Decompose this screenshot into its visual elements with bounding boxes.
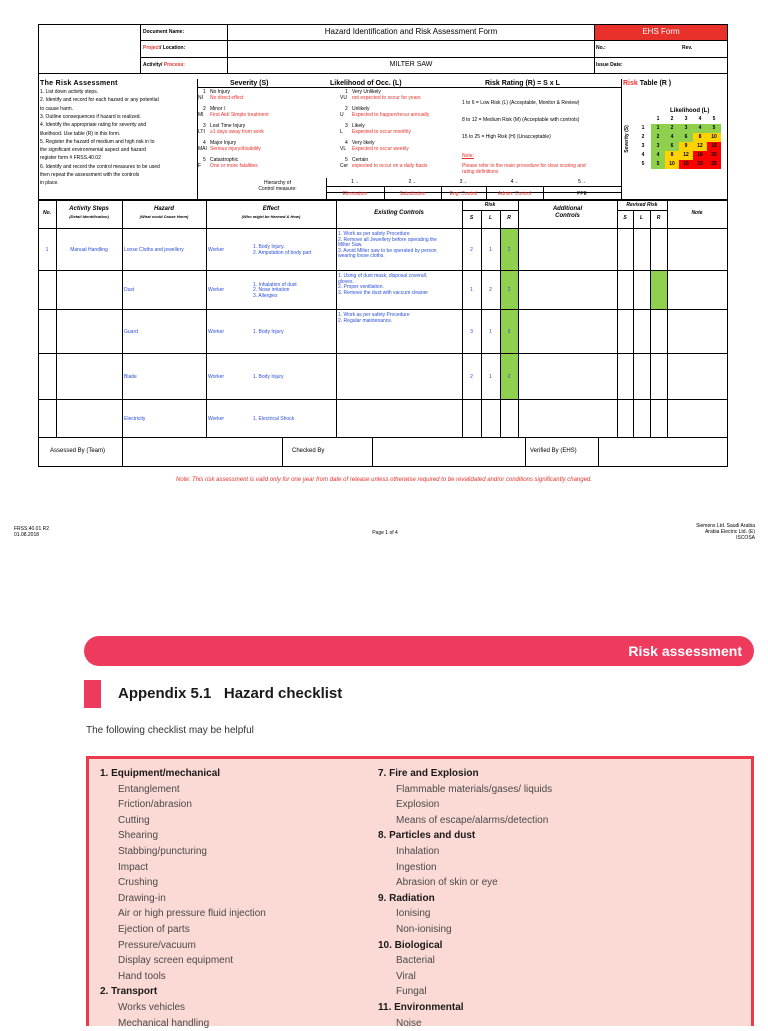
risk-matrix-cell: 10 bbox=[665, 160, 679, 169]
row-effect: 1. Body Injury bbox=[253, 329, 284, 335]
risk-assessment-step: 5. Register the hazard of medium and high risk in to bbox=[40, 139, 155, 145]
likelihood-abbr: VL bbox=[340, 146, 346, 152]
likelihood-abbr: Cer bbox=[340, 163, 348, 169]
row-control: wearing loose cloths. bbox=[338, 253, 385, 259]
checklist-item: Pressure/vacuum bbox=[100, 938, 266, 954]
likelihood-desc: Expected to occur weekly bbox=[352, 146, 409, 152]
likelihood-desc: expected to occur on a daily basis bbox=[352, 163, 427, 169]
likelihood-code: 1 bbox=[345, 89, 348, 95]
checklist-item: Noise bbox=[378, 1016, 552, 1031]
checklist-item: Ejection of parts bbox=[100, 922, 266, 938]
risk-assessment-step: likelihood. Use table (R) in this form. bbox=[40, 131, 120, 137]
risk-matrix-cell: 9 bbox=[679, 142, 693, 151]
hierarchy-number: 5→ bbox=[543, 179, 621, 186]
checklist-item: Fungal bbox=[378, 984, 552, 1000]
risk-assessment-step: register form # FRSS.40.02 bbox=[40, 155, 101, 161]
appendix-title: Appendix 5.1 Hazard checklist bbox=[118, 684, 342, 704]
risk-assessment-step: 1. List down activity steps. bbox=[40, 89, 98, 95]
risk-matrix-cell: 1 bbox=[651, 124, 665, 133]
hierarchy-number: 4→ bbox=[486, 179, 543, 186]
header-hazard: Hazard (What could Cause Harm) bbox=[122, 206, 206, 221]
checklist-item: Air or high pressure fluid injection bbox=[100, 906, 266, 922]
risk-matrix-cell: 4 bbox=[693, 124, 707, 133]
checklist-heading: 11. Environmental bbox=[378, 1000, 552, 1016]
checklist-item: Drawing-in bbox=[100, 891, 266, 907]
likelihood-code: 3 bbox=[345, 123, 348, 129]
row-control: 3. Avoid Milter saw to be operated by person bbox=[338, 248, 437, 254]
header-risk-r: R bbox=[500, 215, 518, 222]
checklist-left-column bbox=[100, 766, 266, 1031]
risk-assessment-step: 4. Identify the appropriate rating for severity and bbox=[40, 122, 146, 128]
risk-matrix-row-header: 2 bbox=[636, 133, 650, 142]
risk-matrix-cell: 8 bbox=[693, 133, 707, 142]
hierarchy-number: 3→ bbox=[441, 179, 486, 186]
hierarchy-item: Eng. Control bbox=[441, 191, 486, 198]
risk-matrix-row-header: 3 bbox=[636, 142, 650, 151]
checklist-item: Display screen equipment bbox=[100, 953, 266, 969]
severity-abbr: MI bbox=[198, 112, 204, 118]
row-risk-s: 3 bbox=[462, 329, 481, 336]
row-control: 2. Remove all Jewellery before operating the bbox=[338, 237, 437, 243]
header-revised-s: S bbox=[617, 215, 633, 222]
verified-by-label: Verified By (EHS) bbox=[530, 448, 577, 454]
checklist-heading: 10. Biological bbox=[378, 938, 552, 954]
risk-matrix-col-header: 3 bbox=[679, 115, 693, 124]
risk-matrix-cell: 6 bbox=[679, 133, 693, 142]
header-revised-l: L bbox=[633, 215, 650, 222]
risk-rating-medium: 8 to 12 = Medium Risk (M) (Acceptable with controls) bbox=[462, 117, 579, 123]
document-name-label: Document Name: bbox=[143, 29, 184, 35]
row-risk-s: 2 bbox=[462, 247, 481, 254]
checklist-item: Ionising bbox=[378, 906, 552, 922]
row-number: 1 bbox=[38, 247, 56, 254]
row-risk-l: 1 bbox=[481, 329, 500, 336]
header-risk: Risk bbox=[462, 202, 518, 209]
assessed-by-label: Assessed By (Team) bbox=[50, 448, 105, 454]
row-who: Worker bbox=[208, 374, 224, 380]
row-who: Worker bbox=[208, 416, 224, 422]
severity-label: Minor / bbox=[210, 106, 225, 112]
severity-code: 2 bbox=[203, 106, 206, 112]
header-risk-l: L bbox=[481, 215, 500, 222]
risk-rating-high: 15 to 25 = High Risk (H) (Unacceptable) bbox=[462, 134, 551, 140]
row-effect: 2. Nose irritation bbox=[253, 287, 289, 293]
severity-abbr: MAI bbox=[198, 146, 207, 152]
row-hazard: Blade bbox=[124, 374, 137, 380]
risk-matrix-cell: 20 bbox=[707, 151, 721, 160]
risk-rating-note-line2: rating definitions bbox=[462, 169, 498, 175]
checklist-heading: 9. Radiation bbox=[378, 891, 552, 907]
row-control: 2. Regular maintenance. bbox=[338, 318, 392, 324]
checklist-item: Friction/abrasion bbox=[100, 797, 266, 813]
risk-assessment-step: the significant environmental aspect and hazard bbox=[40, 147, 146, 153]
severity-label: Lost Time Injury bbox=[210, 123, 245, 129]
severity-desc: ≥1 days away from work bbox=[210, 129, 264, 135]
row-who: Worker bbox=[208, 287, 224, 293]
no-label: No.: bbox=[596, 45, 606, 51]
checklist-heading: 2. Transport bbox=[100, 984, 266, 1000]
row-who: Worker bbox=[208, 329, 224, 335]
risk-matrix-cell: 4 bbox=[665, 133, 679, 142]
risk-rating-note-title: Note: bbox=[462, 153, 474, 159]
checklist-item: Hand tools bbox=[100, 969, 266, 985]
row-activity: Manual Handling bbox=[56, 247, 122, 254]
activity-value: MILTER SAW bbox=[228, 60, 594, 69]
risk-matrix-row-header: 4 bbox=[636, 151, 650, 160]
risk-assessment-step: in place. bbox=[40, 180, 59, 186]
risk-matrix-cell: 15 bbox=[707, 142, 721, 151]
issue-date-label: Issue Date: bbox=[596, 62, 623, 68]
likelihood-abbr: VU bbox=[340, 95, 347, 101]
risk-matrix-cell: 15 bbox=[679, 160, 693, 169]
checked-by-label: Checked By bbox=[292, 448, 324, 454]
risk-assessment-step: 6. Identify and record the control measures to be used bbox=[40, 164, 160, 170]
risk-matrix-cell: 12 bbox=[693, 142, 707, 151]
row-risk-r: 2 bbox=[500, 247, 518, 254]
hierarchy-label: Hierarchy of Control measure: bbox=[240, 180, 315, 192]
likelihood-abbr: L bbox=[340, 129, 343, 135]
row-control: 3. Remove the dust with vaccum cleaner bbox=[338, 290, 428, 296]
row-hazard: Loose Cloths and jewellery bbox=[124, 247, 184, 253]
severity-desc: Serious injury/disability bbox=[210, 146, 261, 152]
row-risk-r: 3 bbox=[500, 329, 518, 336]
checklist-item: Explosion bbox=[378, 797, 552, 813]
row-control: 1. Work as per safety Procedure bbox=[338, 312, 410, 318]
footer-page: Page 1 of 4 bbox=[350, 530, 420, 536]
risk-matrix-cell: 4 bbox=[651, 151, 665, 160]
checklist-item: Crushing bbox=[100, 875, 266, 891]
hierarchy-item: Substitution bbox=[384, 191, 441, 198]
checklist-item: Impact bbox=[100, 860, 266, 876]
row-hazard: Guard bbox=[124, 329, 138, 335]
checklist-item: Viral bbox=[378, 969, 552, 985]
risk-matrix-cell: 3 bbox=[651, 142, 665, 151]
likelihood-label: Very Unlikely bbox=[352, 89, 381, 95]
severity-abbr: F bbox=[198, 163, 201, 169]
row-risk-l: 1 bbox=[481, 374, 500, 381]
risk-matrix-row-header: 1 bbox=[636, 124, 650, 133]
row-effect: 1. Body Injury. bbox=[253, 244, 285, 250]
severity-title: Severity (S) bbox=[230, 80, 269, 88]
severity-code: 1 bbox=[203, 89, 206, 95]
severity-label: Catastrophic bbox=[210, 157, 238, 163]
risk-matrix-cell: 8 bbox=[665, 151, 679, 160]
header-risk-s: S bbox=[462, 215, 481, 222]
severity-code: 5 bbox=[203, 157, 206, 163]
checklist-item: Abrasion of skin or eye bbox=[378, 875, 552, 891]
row-risk-s: 2 bbox=[462, 374, 481, 381]
activity-process-label: Activity/ Process: bbox=[143, 62, 185, 68]
header-revised-risk: Revised Risk bbox=[617, 202, 667, 209]
row-control: gloves. bbox=[338, 279, 354, 285]
checklist-item: Flammable materials/gases/ liquids bbox=[378, 782, 552, 798]
header-no: No. bbox=[38, 210, 56, 217]
row-risk-s: 1 bbox=[462, 287, 481, 294]
banner-title: Risk assessment bbox=[520, 642, 742, 660]
row-who: Worker bbox=[208, 247, 224, 253]
checklist-right-column bbox=[378, 766, 552, 1031]
footer-left: FRSS.40.01 R2 01.08.2018 bbox=[14, 526, 49, 538]
severity-label: No Injury bbox=[210, 89, 230, 95]
risk-assessment-title: The Risk Assessment bbox=[40, 80, 118, 88]
row-control: 1. Using of dust mask, disposal coverall, bbox=[338, 273, 427, 279]
checklist-item: Works vehicles bbox=[100, 1000, 266, 1016]
risk-assessment-step: then repeat the assessment with the controls bbox=[40, 172, 139, 178]
checklist-item: Entanglement bbox=[100, 782, 266, 798]
risk-matrix-cell: 6 bbox=[665, 142, 679, 151]
risk-assessment-step: to cause harm. bbox=[40, 106, 73, 112]
header-activity: Activity Steps (Detail Identification) bbox=[56, 206, 122, 221]
risk-matrix-col-header: 2 bbox=[665, 115, 679, 124]
risk-matrix-cell: 25 bbox=[707, 160, 721, 169]
severity-axis-label: Severity (S) bbox=[624, 125, 630, 153]
checklist-heading: 7. Fire and Explosion bbox=[378, 766, 552, 782]
checklist-item: Stabbing/puncturing bbox=[100, 844, 266, 860]
risk-matrix-cell: 5 bbox=[707, 124, 721, 133]
hierarchy-number: 1→ bbox=[326, 179, 384, 186]
risk-matrix-row-header: 5 bbox=[636, 160, 650, 169]
checklist-item: Inhalation bbox=[378, 844, 552, 860]
severity-desc: No direct effect bbox=[210, 95, 244, 101]
row-control: Milter Saw. bbox=[338, 242, 362, 248]
risk-rating-note-line1: Please refer to the main procedure for clear scoring and bbox=[462, 163, 586, 169]
likelihood-axis-label: Likelihood (L) bbox=[670, 108, 709, 114]
header-additional-controls: Additional Controls bbox=[518, 206, 617, 220]
header-existing-controls: Existing Controls bbox=[336, 210, 462, 217]
row-effect: 1. Body Injury bbox=[253, 374, 284, 380]
checklist-item: Bacterial bbox=[378, 953, 552, 969]
risk-matrix-col-header: 5 bbox=[707, 115, 721, 124]
likelihood-code: 5 bbox=[345, 157, 348, 163]
checklist-item: Means of escape/alarms/detection bbox=[378, 813, 552, 829]
severity-desc: One or more fatalities bbox=[210, 163, 258, 169]
risk-assessment-step: 2. Identify and record for each hazard or any potential bbox=[40, 97, 159, 103]
risk-rating-title: Risk Rating (R) = S x L bbox=[485, 80, 560, 88]
hierarchy-item: Admin. Control bbox=[486, 191, 543, 198]
severity-code: 3 bbox=[203, 123, 206, 129]
severity-desc: First Aid/ Simple treatment bbox=[210, 112, 269, 118]
validity-note: Note: This risk assessment is valid only for one year from date of release unless otherwise required to be revalidated and/or conditions significantly changed. bbox=[0, 477, 768, 483]
likelihood-desc: Expected to happen/recur annually bbox=[352, 112, 429, 118]
severity-label: Major Injury bbox=[210, 140, 236, 146]
row-risk-r: 2 bbox=[500, 287, 518, 294]
row-control: 1. Work as per safety Procedure bbox=[338, 231, 410, 237]
row-hazard: Dust bbox=[124, 287, 134, 293]
appendix-marker bbox=[84, 680, 101, 708]
risk-matrix-col-header: 1 bbox=[651, 115, 665, 124]
checklist-item: Non-ionising bbox=[378, 922, 552, 938]
risk-assessment-step: 3. Outline consequences if hazard is realized. bbox=[40, 114, 141, 120]
likelihood-title: Likelihood of Occ. (L) bbox=[330, 80, 402, 88]
row-hazard: Electricity bbox=[124, 416, 145, 422]
row-risk-r: 2 bbox=[500, 374, 518, 381]
risk-matrix-cell: 2 bbox=[665, 124, 679, 133]
likelihood-abbr: U bbox=[340, 112, 344, 118]
document-name-value: Hazard Identification and Risk Assessment Form bbox=[228, 27, 594, 37]
risk-matrix-cell: 2 bbox=[651, 133, 665, 142]
row-effect: 2. Amputation of body part bbox=[253, 250, 311, 256]
severity-abbr: NI bbox=[198, 95, 203, 101]
likelihood-code: 2 bbox=[345, 106, 348, 112]
severity-abbr: LTI bbox=[198, 129, 205, 135]
risk-matrix-cell: 5 bbox=[651, 160, 665, 169]
footer-right: Siemens Ltd. Saudi Arabia Arabia Electric Ltd. (E) ISCOSA bbox=[600, 523, 755, 541]
checklist-item: Cutting bbox=[100, 813, 266, 829]
checklist-heading: 1. Equipment/mechanical bbox=[100, 766, 266, 782]
checklist-item: Mechanical handling bbox=[100, 1016, 266, 1031]
checklist-intro: The following checklist may be helpful bbox=[86, 724, 254, 738]
risk-matrix-cell: 3 bbox=[679, 124, 693, 133]
header-note: Note bbox=[667, 210, 727, 217]
row-effect: 1. Inhalation of dust bbox=[253, 282, 297, 288]
likelihood-label: Unlikely bbox=[352, 106, 370, 112]
row-risk-l: 2 bbox=[481, 287, 500, 294]
likelihood-desc: not expected to occur for years bbox=[352, 95, 421, 101]
checklist-heading: 8. Particles and dust bbox=[378, 828, 552, 844]
risk-table-title: Risk Table (R ) bbox=[623, 80, 671, 88]
risk-rating-low: 1 to 6 = Low Risk (L) (Acceptable, Monitor & Review) bbox=[462, 100, 579, 106]
rev-label: Rev. bbox=[682, 45, 692, 51]
hierarchy-number: 2→ bbox=[384, 179, 441, 186]
revised-risk-cell-green bbox=[651, 271, 667, 309]
risk-matrix-col-header: 4 bbox=[693, 115, 707, 124]
row-control: 2. Proper ventilation. bbox=[338, 284, 384, 290]
ehs-form-label: EHS Form bbox=[595, 27, 727, 37]
header-effect: Effect (Who might be Harmed & How) bbox=[206, 206, 336, 221]
likelihood-code: 4 bbox=[345, 140, 348, 146]
project-location-label: Project/ Location: bbox=[143, 45, 185, 51]
severity-code: 4 bbox=[203, 140, 206, 146]
likelihood-desc: Expected to occur monthly bbox=[352, 129, 411, 135]
likelihood-label: Likely bbox=[352, 123, 365, 129]
row-effect: 3. Allergies bbox=[253, 293, 277, 299]
likelihood-label: Certain bbox=[352, 157, 368, 163]
row-risk-l: 1 bbox=[481, 247, 500, 254]
checklist-item: Ingestion bbox=[378, 860, 552, 876]
risk-matrix-cell: 16 bbox=[693, 151, 707, 160]
risk-matrix-cell: 10 bbox=[707, 133, 721, 142]
header-revised-r: R bbox=[650, 215, 667, 222]
risk-matrix-cell: 20 bbox=[693, 160, 707, 169]
hierarchy-item: PPE bbox=[543, 191, 621, 198]
risk-matrix-cell: 12 bbox=[679, 151, 693, 160]
checklist-item: Shearing bbox=[100, 828, 266, 844]
row-effect: 1. Electrical Shock bbox=[253, 416, 294, 422]
hierarchy-item: Elimination bbox=[326, 191, 384, 198]
likelihood-label: Very likely bbox=[352, 140, 375, 146]
